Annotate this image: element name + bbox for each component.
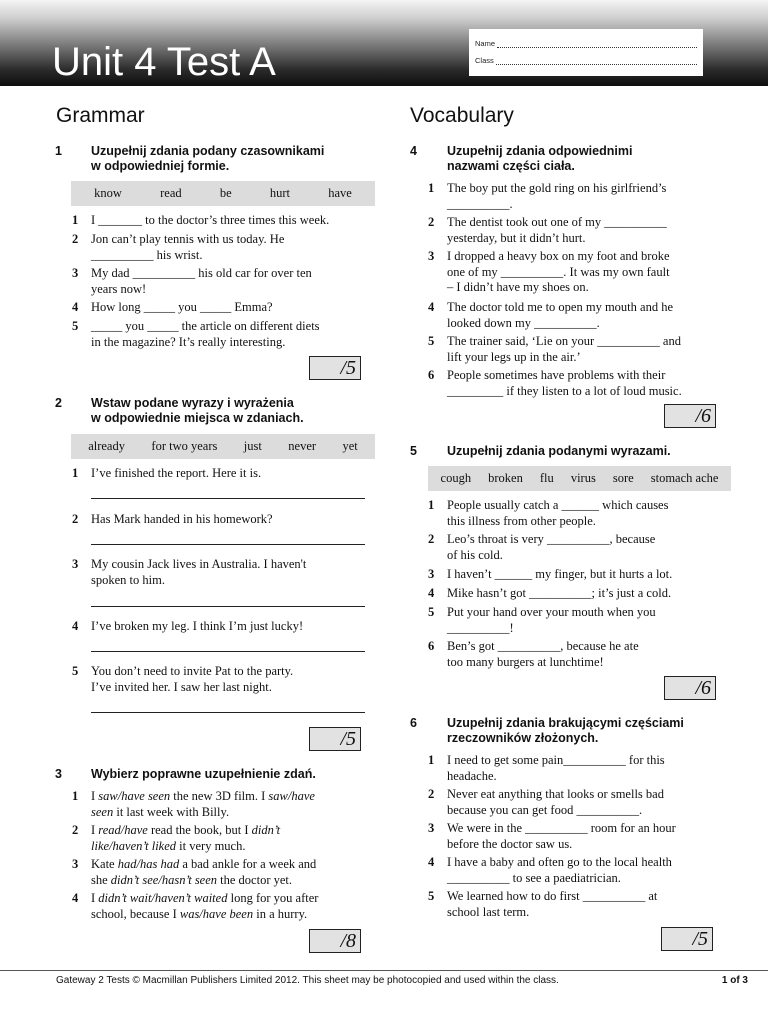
task-instruction: Wstaw podane wyrazy i wyrażenia w odpowiednie miejsca w zdaniach. <box>91 396 304 425</box>
score-box[interactable]: /6 <box>664 676 716 700</box>
score-box[interactable]: /8 <box>309 929 361 953</box>
word: know <box>94 186 122 200</box>
header-banner <box>0 0 768 86</box>
score-box[interactable]: /6 <box>664 404 716 428</box>
word: never <box>288 439 317 453</box>
task-instruction: Uzupełnij zdania podany czasownikami w odpowiedniej formie. <box>91 144 325 173</box>
answer-line[interactable] <box>91 498 365 499</box>
score-box[interactable]: /5 <box>309 727 361 751</box>
word: cough <box>440 471 472 485</box>
name-field[interactable] <box>475 39 697 48</box>
task-instruction: Uzupełnij zdania odpowiednimi nazwami części ciała. <box>447 144 633 173</box>
task-instruction: Wybierz poprawne uzupełnienie zdań. <box>91 767 316 781</box>
page-number: 1 of 3 <box>721 975 748 986</box>
footer-divider <box>0 970 768 971</box>
answer-line[interactable] <box>91 544 365 545</box>
word: for two years <box>151 439 218 453</box>
task-number: 6 <box>410 716 417 730</box>
score-box[interactable]: /5 <box>661 927 713 951</box>
answer-line[interactable] <box>91 712 365 713</box>
answer-line[interactable] <box>91 651 365 652</box>
word: hurt <box>269 186 291 200</box>
word: have <box>328 186 352 200</box>
task-number: 2 <box>55 396 62 410</box>
word: virus <box>570 471 596 485</box>
task-number: 3 <box>55 767 62 781</box>
word: just <box>243 439 262 453</box>
name-class-box <box>469 29 703 76</box>
task-instruction: Uzupełnij zdania brakującymi częściami rzeczowników złożonych. <box>447 716 684 745</box>
class-label: Class <box>475 56 494 65</box>
footer-copyright: Gateway 2 Tests © Macmillan Publishers Limited 2012. This sheet may be photocopied and used within the class. <box>56 975 559 986</box>
task-number: 4 <box>410 144 417 158</box>
task-number: 1 <box>55 144 62 158</box>
task-number: 5 <box>410 444 417 458</box>
word: already <box>88 439 125 453</box>
word: stomach ache <box>650 471 719 485</box>
word: read <box>160 186 182 200</box>
word-box <box>428 466 731 491</box>
task-instruction: Uzupełnij zdania podanymi wyrazami. <box>447 444 671 458</box>
page-title: Unit 4 Test A <box>52 40 276 84</box>
word: be <box>219 186 232 200</box>
answer-line[interactable] <box>91 606 365 607</box>
word-box <box>71 181 375 206</box>
name-label: Name <box>475 39 496 48</box>
score-box[interactable]: /5 <box>309 356 361 380</box>
word: sore <box>612 471 634 485</box>
class-field[interactable] <box>475 56 697 65</box>
word: yet <box>342 439 358 453</box>
word: broken <box>488 471 523 485</box>
vocabulary-heading: Vocabulary <box>410 104 514 127</box>
grammar-heading: Grammar <box>56 104 145 127</box>
word: flu <box>539 471 554 485</box>
word-box <box>71 434 375 459</box>
